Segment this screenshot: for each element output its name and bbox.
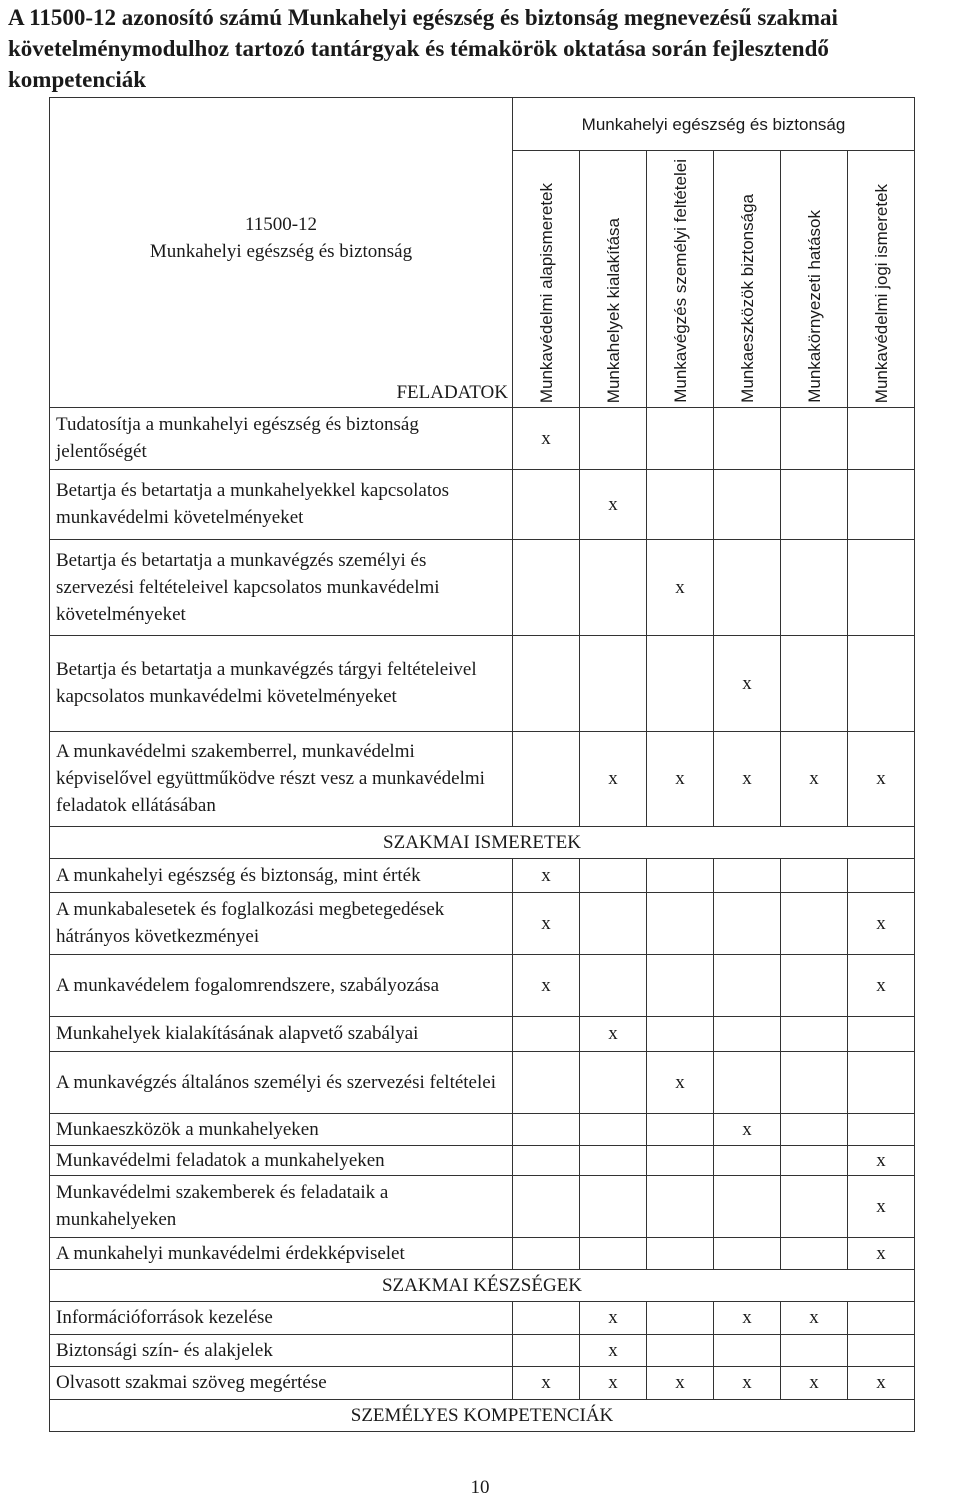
mark-cell	[513, 1113, 580, 1145]
mark-cell: x	[580, 1366, 647, 1399]
mark-cell	[647, 858, 714, 892]
mark-cell	[781, 1334, 848, 1366]
mark-cell: x	[781, 1366, 848, 1399]
mark-cell	[647, 1175, 714, 1237]
section-title: FELADATOK	[50, 377, 513, 407]
column-header	[513, 151, 580, 408]
mark-cell	[580, 858, 647, 892]
row-label: A munkavédelmi szakemberrel, munkavédelmi képviselővel együttműködve részt vesz a munkavédelmi feladatok ellátásában	[50, 731, 513, 826]
mark-cell	[513, 635, 580, 731]
mark-cell	[848, 1334, 915, 1366]
row-label: A munkavédelem fogalomrendszere, szabályozása	[50, 954, 513, 1016]
mark-cell: x	[714, 1366, 781, 1399]
mark-cell: x	[781, 731, 848, 826]
mark-cell: x	[647, 1366, 714, 1399]
mark-cell	[513, 539, 580, 635]
mark-cell	[714, 892, 781, 954]
mark-cell	[848, 1301, 915, 1334]
module-header-cell	[50, 98, 513, 378]
mark-cell: x	[513, 1366, 580, 1399]
mark-cell	[714, 858, 781, 892]
mark-cell	[580, 635, 647, 731]
row-label: A munkahelyi egészség és biztonság, mint érték	[50, 858, 513, 892]
mark-cell: x	[647, 1051, 714, 1113]
mark-cell	[647, 1237, 714, 1269]
mark-cell	[513, 469, 580, 539]
mark-cell	[848, 469, 915, 539]
mark-cell	[580, 539, 647, 635]
mark-cell: x	[513, 892, 580, 954]
mark-cell	[647, 1113, 714, 1145]
section-title: SZAKMAI ISMERETEK	[50, 826, 915, 858]
mark-cell	[647, 954, 714, 1016]
mark-cell	[848, 539, 915, 635]
mark-cell: x	[580, 1301, 647, 1334]
mark-cell	[714, 1145, 781, 1175]
mark-cell	[848, 1113, 915, 1145]
mark-cell: x	[848, 954, 915, 1016]
table-row	[50, 407, 915, 469]
mark-cell	[647, 1145, 714, 1175]
document-title: A 11500-12 azonosító számú Munkahelyi egészség és biztonság megnevezésű szakmai követelménymodulhoz tartozó tantárgyak és témakörök oktatása során fejlesztendő kompetenciák	[8, 5, 838, 92]
mark-cell	[647, 1301, 714, 1334]
mark-cell: x	[647, 539, 714, 635]
column-header-label: Munkakörnyezeti hatások	[804, 210, 824, 403]
mark-cell: x	[848, 1175, 915, 1237]
mark-cell	[781, 1113, 848, 1145]
mark-cell: x	[580, 469, 647, 539]
column-header	[848, 151, 915, 408]
mark-cell	[513, 1016, 580, 1051]
mark-cell: x	[513, 407, 580, 469]
section-header-row	[50, 1269, 915, 1301]
table-row	[50, 1145, 915, 1175]
section-title: SZEMÉLYES KOMPETENCIÁK	[50, 1399, 915, 1431]
column-header-label: Munkavédelmi alapismeretek	[536, 182, 556, 403]
row-label: Betartja és betartatja a munkavégzés tárgyi feltételeivel kapcsolatos munkavédelmi követelményeket	[50, 635, 513, 731]
table-row	[50, 469, 915, 539]
mark-cell	[781, 539, 848, 635]
mark-cell	[647, 1016, 714, 1051]
column-header-label: Munkaeszközök biztonsága	[737, 193, 757, 403]
mark-cell	[580, 407, 647, 469]
table-row	[50, 858, 915, 892]
mark-cell	[580, 954, 647, 1016]
mark-cell	[513, 731, 580, 826]
table-row	[50, 635, 915, 731]
mark-cell	[513, 1237, 580, 1269]
mark-cell: x	[714, 1113, 781, 1145]
mark-cell	[513, 1301, 580, 1334]
column-header-label: Munkavégzés személyi feltételei	[670, 159, 690, 403]
table-row	[50, 1016, 915, 1051]
row-label: Munkavédelmi feladatok a munkahelyeken	[50, 1145, 513, 1175]
mark-cell	[580, 1175, 647, 1237]
mark-cell	[580, 1051, 647, 1113]
row-label: Tudatosítja a munkahelyi egészség és biztonság jelentőségét	[50, 407, 513, 469]
mark-cell	[781, 858, 848, 892]
page-number: 10	[470, 1477, 490, 1498]
mark-cell	[781, 954, 848, 1016]
table-row	[50, 1051, 915, 1113]
mark-cell	[781, 1051, 848, 1113]
mark-cell: x	[580, 1334, 647, 1366]
mark-cell	[714, 1334, 781, 1366]
mark-cell	[714, 539, 781, 635]
mark-cell	[781, 1175, 848, 1237]
mark-cell: x	[848, 1237, 915, 1269]
mark-cell: x	[848, 1366, 915, 1399]
column-header-label: Munkahelyek kialakítása	[603, 217, 623, 403]
column-header	[781, 151, 848, 408]
mark-cell	[647, 1334, 714, 1366]
mark-cell	[647, 635, 714, 731]
subject-header: Munkahelyi egészség és biztonság	[513, 98, 915, 151]
module-code: 11500-12	[244, 213, 318, 235]
mark-cell: x	[714, 635, 781, 731]
column-header	[647, 151, 714, 408]
column-header	[714, 151, 781, 408]
column-header-label: Munkavédelmi jogi ismeretek	[871, 183, 891, 403]
row-label: Olvasott szakmai szöveg megértése	[50, 1366, 513, 1399]
mark-cell	[580, 1113, 647, 1145]
table-row	[50, 892, 915, 954]
mark-cell	[714, 1051, 781, 1113]
row-label: Munkahelyek kialakításának alapvető szabályai	[50, 1016, 513, 1051]
table-row	[50, 1113, 915, 1145]
row-label: Információforrások kezelése	[50, 1301, 513, 1334]
table-row	[50, 1175, 915, 1237]
mark-cell	[848, 1051, 915, 1113]
mark-cell	[781, 1145, 848, 1175]
mark-cell	[580, 1237, 647, 1269]
row-label: A munkabalesetek és foglalkozási megbetegedések hátrányos következményei	[50, 892, 513, 954]
mark-cell	[714, 1237, 781, 1269]
table-row	[50, 1334, 915, 1366]
table-row	[50, 954, 915, 1016]
mark-cell: x	[848, 731, 915, 826]
mark-cell	[781, 1237, 848, 1269]
mark-cell	[714, 954, 781, 1016]
mark-cell	[714, 407, 781, 469]
mark-cell: x	[513, 858, 580, 892]
mark-cell	[513, 1051, 580, 1113]
mark-cell	[647, 407, 714, 469]
section-header-row	[50, 826, 915, 858]
mark-cell	[848, 858, 915, 892]
table-row	[50, 1237, 915, 1269]
table-row	[50, 1301, 915, 1334]
mark-cell	[781, 1016, 848, 1051]
mark-cell	[647, 892, 714, 954]
mark-cell	[848, 1016, 915, 1051]
mark-cell: x	[714, 731, 781, 826]
mark-cell	[781, 635, 848, 731]
table-row	[50, 539, 915, 635]
mark-cell	[647, 469, 714, 539]
mark-cell	[580, 1145, 647, 1175]
row-label: Betartja és betartatja a munkahelyekkel kapcsolatos munkavédelmi követelményeket	[50, 469, 513, 539]
row-label: A munkavégzés általános személyi és szervezési feltételei	[50, 1051, 513, 1113]
row-label: Betartja és betartatja a munkavégzés személyi és szervezési feltételeivel kapcsolatos munkavédelmi követelményeket	[50, 539, 513, 635]
section-title: SZAKMAI KÉSZSÉGEK	[50, 1269, 915, 1301]
mark-cell: x	[714, 1301, 781, 1334]
mark-cell	[848, 635, 915, 731]
mark-cell: x	[647, 731, 714, 826]
mark-cell	[513, 1334, 580, 1366]
competency-table	[49, 97, 915, 1432]
row-label: Munkavédelmi szakemberek és feladataik a munkahelyeken	[50, 1175, 513, 1237]
mark-cell: x	[848, 1145, 915, 1175]
mark-cell	[781, 469, 848, 539]
mark-cell	[781, 407, 848, 469]
table-row	[50, 731, 915, 826]
row-label: Munkaeszközök a munkahelyeken	[50, 1113, 513, 1145]
row-label: Biztonsági szín- és alakjelek	[50, 1334, 513, 1366]
mark-cell: x	[848, 892, 915, 954]
mark-cell: x	[580, 1016, 647, 1051]
header-row-subject	[50, 98, 915, 151]
column-header	[580, 151, 647, 408]
mark-cell	[513, 1145, 580, 1175]
mark-cell	[848, 407, 915, 469]
mark-cell	[714, 1175, 781, 1237]
mark-cell	[714, 469, 781, 539]
table-row	[50, 1366, 915, 1399]
mark-cell: x	[781, 1301, 848, 1334]
mark-cell	[580, 892, 647, 954]
mark-cell	[781, 892, 848, 954]
mark-cell: x	[580, 731, 647, 826]
mark-cell	[513, 1175, 580, 1237]
mark-cell: x	[513, 954, 580, 1016]
module-name: Munkahelyi egészség és biztonság	[149, 240, 413, 262]
row-label: A munkahelyi munkavédelmi érdekképviselet	[50, 1237, 513, 1269]
mark-cell	[714, 1016, 781, 1051]
section-header-row	[50, 1399, 915, 1431]
